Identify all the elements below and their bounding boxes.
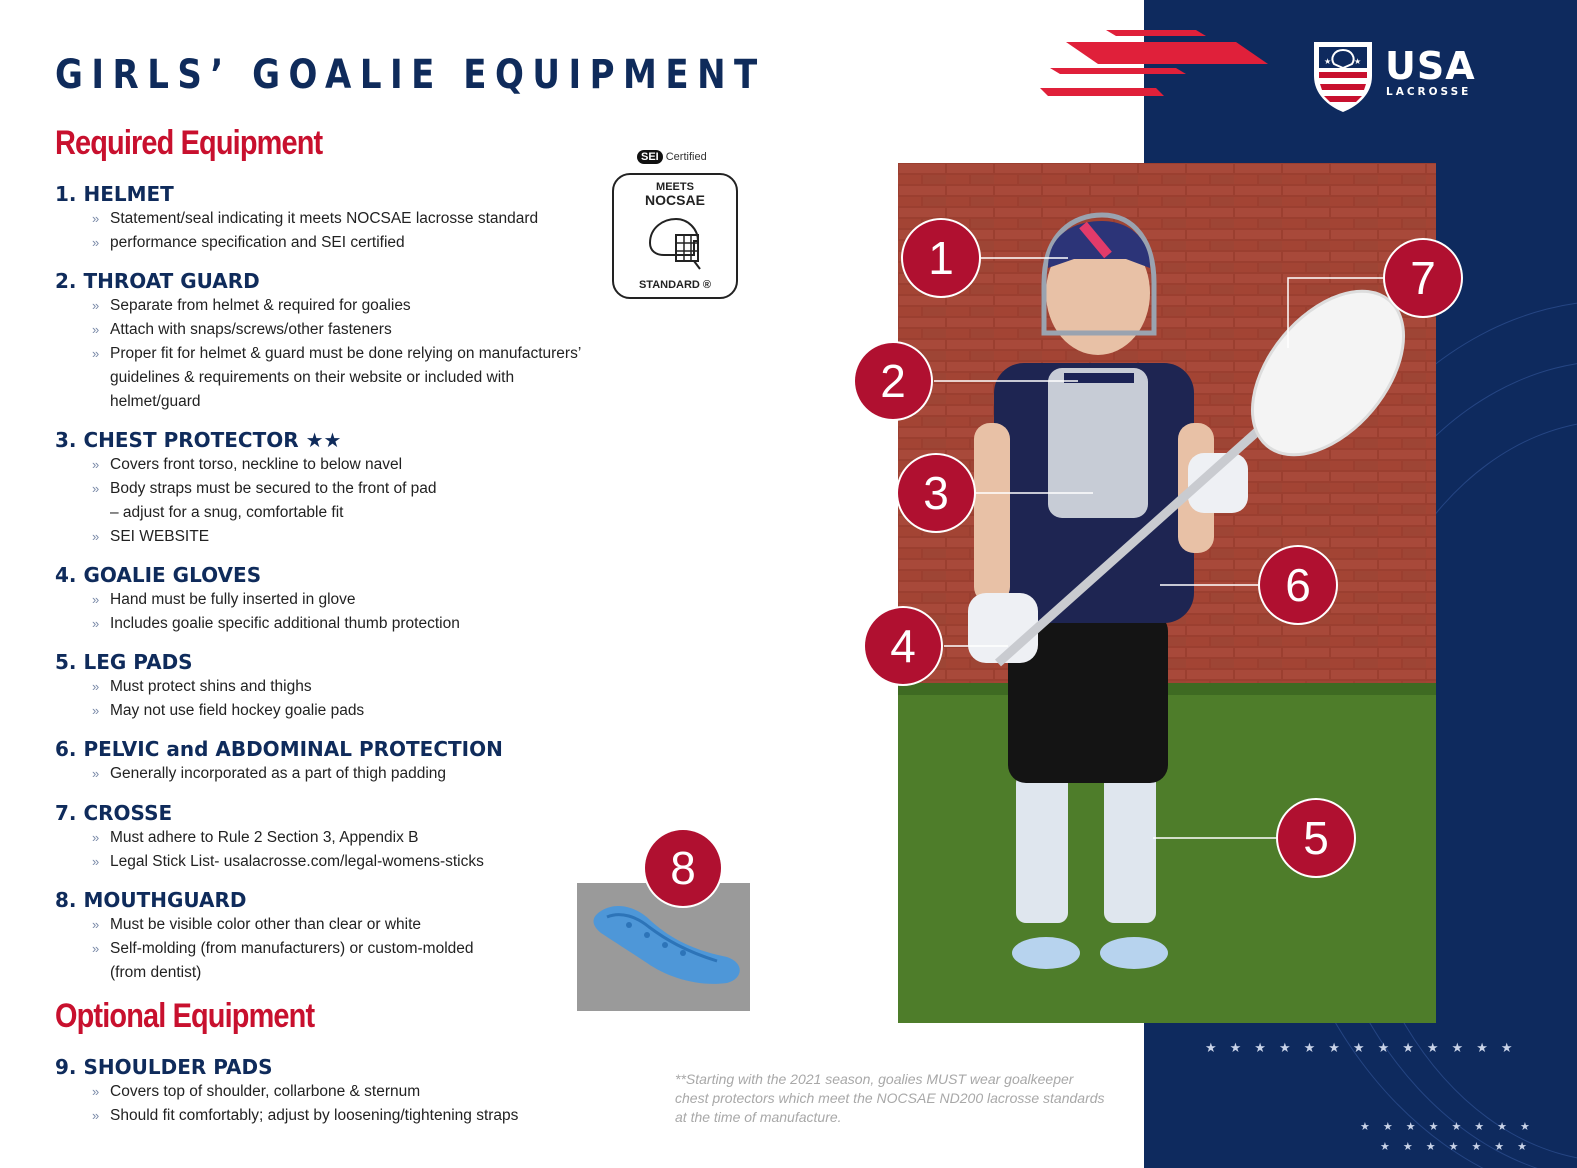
callout-lines [898, 163, 1458, 1023]
callout-badge-3: 3 [898, 455, 974, 531]
speed-stripes-graphic [1036, 28, 1276, 100]
shoulder-pads-bullets [92, 1080, 518, 1128]
nocsae-seal [609, 150, 741, 300]
list-item: » Separate from helmet & required for goalies [92, 297, 411, 314]
callout-badge-1: 1 [903, 220, 979, 296]
leg-pads-bullets [92, 675, 364, 723]
item-heading-pelvic-protection: 6. PELVIC and ABDOMINAL PROTECTION [55, 737, 503, 761]
logo-lacrosse-text: LACROSSE [1386, 86, 1472, 98]
list-item: » May not use field hockey goalie pads [92, 702, 365, 719]
list-item: » Statement/seal indicating it meets NOCSAE lacrosse standard [92, 210, 539, 227]
list-item: » Covers front torso, neckline to below navel [92, 456, 403, 473]
shield-icon [1310, 38, 1376, 114]
seal-meets-text: MEETS NOCSAE [645, 181, 705, 208]
mouthguard-bullets [92, 913, 474, 985]
list-item: » Generally incorporated as a part of thigh padding [92, 765, 447, 782]
item-heading-leg-pads: 5. LEG PADS [55, 650, 193, 674]
list-item: » Must be visible color other than clear or white [92, 916, 422, 933]
item-heading-crosse: 7. CROSSE [55, 801, 173, 825]
item-heading-mouthguard: 8. MOUTHGUARD [55, 888, 247, 912]
list-item-continuation: helmet/guard [110, 393, 201, 410]
seal-box [612, 173, 738, 299]
callout-badge-4: 4 [865, 608, 941, 684]
svg-text:★: ★ [1324, 57, 1332, 66]
stars-decoration: ★★★★★★★ [1380, 1141, 1541, 1153]
item-heading-shoulder-pads: 9. SHOULDER PADS [55, 1055, 273, 1079]
crosse-bullets [92, 826, 484, 874]
legal-stick-list-link[interactable]: » Legal Stick List- usalacrosse.com/legal-womens-sticks [92, 853, 484, 870]
goalie-gloves-bullets [92, 588, 460, 636]
list-item: » Proper fit for helmet & guard must be done relying on manufacturers’ [92, 345, 582, 362]
list-item: » performance specification and SEI certified [92, 234, 405, 251]
chest-protector-bullets [92, 453, 437, 549]
callout-badge-2: 2 [855, 343, 931, 419]
callout-badge-8: 8 [645, 830, 721, 906]
callout-badge-5: 5 [1278, 800, 1354, 876]
page-title: GIRLS’ GOALIE EQUIPMENT [55, 52, 766, 98]
list-item: » Covers top of shoulder, collarbone & sternum [92, 1083, 421, 1100]
item-heading-goalie-gloves: 4. GOALIE GLOVES [55, 563, 262, 587]
sei-certified-label: SEI Certified [637, 150, 707, 164]
item-heading-throat-guard: 2. THROAT GUARD [55, 269, 260, 293]
pelvic-protection-bullets [92, 762, 446, 786]
list-item-continuation: – adjust for a snug, comfortable fit [110, 504, 344, 521]
mouthguard-illustration [577, 883, 750, 1011]
seal-standard-text: STANDARD ® [638, 279, 712, 291]
required-equipment-heading: Required Equipment [55, 124, 323, 162]
usa-lacrosse-logo[interactable] [1310, 38, 1500, 118]
list-item-continuation: (from dentist) [110, 964, 202, 981]
sei-website-link[interactable]: » SEI WEBSITE [92, 528, 210, 545]
callout-badge-7: 7 [1385, 240, 1461, 316]
list-item: » Includes goalie specific additional thumb protection [92, 615, 460, 632]
list-item: » Hand must be fully inserted in glove [92, 591, 356, 608]
footnote: **Starting with the 2021 season, goalies MUST wear goalkeeper chest protectors which meet the NOCSAE ND200 lacrosse standards at the time of manufacture. [675, 1071, 1105, 1125]
optional-equipment-heading: Optional Equipment [55, 997, 315, 1035]
list-item: » Body straps must be secured to the front of pad [92, 480, 437, 497]
stars-decoration: ★★★★★★★★★★★★★ [1205, 1040, 1526, 1055]
throat-guard-bullets [92, 294, 581, 414]
list-item: » Must adhere to Rule 2 Section 3, Appendix B [92, 829, 419, 846]
logo-usa-text: USA [1385, 44, 1476, 88]
list-item: » Should fit comfortably; adjust by loosening/tightening straps [92, 1107, 519, 1124]
list-item-continuation: guidelines & requirements on their website or included with [110, 369, 515, 386]
item-heading-chest-protector: 3. CHEST PROTECTOR ★★ [55, 428, 342, 452]
callout-badge-6: 6 [1260, 547, 1336, 623]
svg-text:★: ★ [1354, 57, 1362, 66]
list-item: » Attach with snaps/screws/other fasteners [92, 321, 392, 338]
helmet-bullets [92, 207, 538, 255]
list-item: » Self-molding (from manufacturers) or custom-molded [92, 940, 474, 957]
item-heading-helmet: 1. HELMET [55, 182, 174, 206]
mouthguard-image [577, 883, 750, 1011]
list-item: » Must protect shins and thighs [92, 678, 312, 695]
helmet-icon [644, 215, 708, 271]
stars-decoration: ★★★★★★★★ [1360, 1121, 1543, 1133]
